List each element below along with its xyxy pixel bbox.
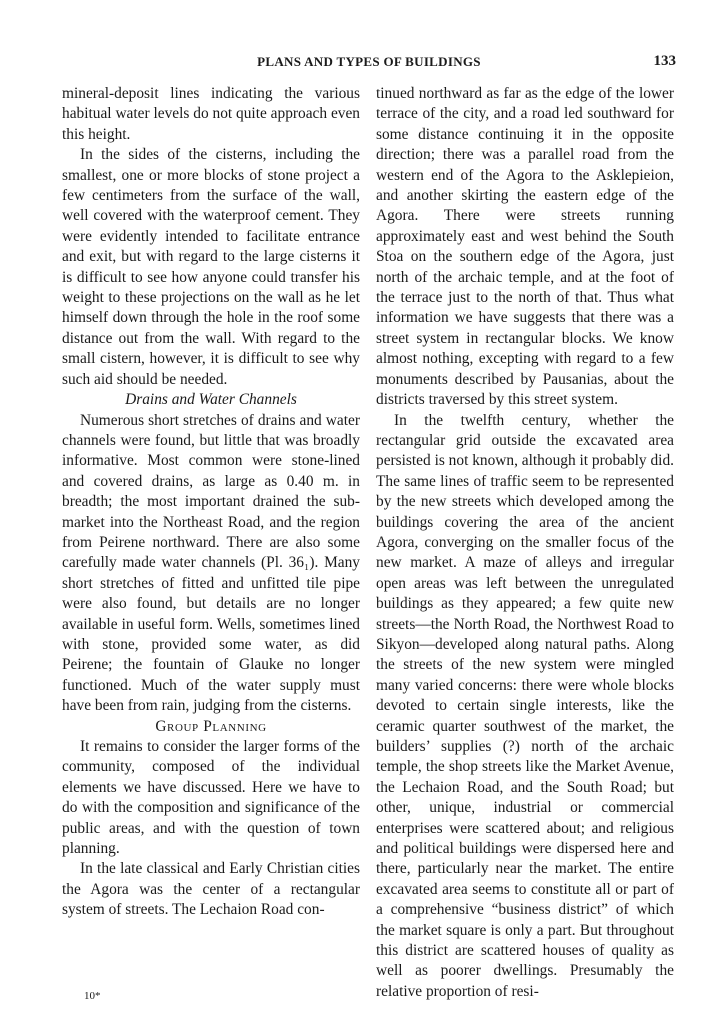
paragraph: It remains to consider the larger forms of the community, composed of the individual elements we have discussed. Here we have to do with the composition and significance of the public areas, and with the question of town planning. (62, 738, 360, 858)
page-number: 133 (653, 53, 676, 69)
section-heading-drains: Drains and Water Channels (125, 391, 297, 409)
section-heading-group-planning: Group Planning (155, 717, 267, 735)
signature-mark: 10* (84, 990, 101, 1002)
right-column (376, 84, 674, 1002)
paragraph: Numerous short stretches of drains and water channels were found, but little that was broadly informative. Most common were stone-lined and covered drains, as large as 0.40 m. in breadth; the most important drained the sub-market into the Northeast Road, and the region from Peirene northward. There are also some carefully made water channels (Pl. 36₁). Many short stretches of fitted and unfitted tile pipe were also found, but details are no longer available in useful form. Wells, sometimes lined with stone, provided some water, as did Peirene; the fountain of Glauke no longer functioned. Much of the water supply must have been from rain, judging from the cisterns. (62, 411, 360, 715)
left-column (62, 84, 360, 921)
paragraph: mineral-deposit lines indicating the various habitual water levels do not quite approach even this height. (62, 85, 360, 143)
paragraph: In the late classical and Early Christian cities the Agora was the center of a rectangular system of streets. The Lechaion Road con- (62, 860, 360, 919)
paragraph: In the twelfth century, whether the rectangular grid outside the excavated area persisted is not known, although it probably did. The same lines of traffic seem to be represented by the new streets which developed among the buildings covering the area of the ancient Agora, converging on the smaller focus of the new market. A maze of alleys and irregular open areas was left between the unregulated buildings as they appeared; a few quite new streets—the North Road, the Northwest Road to Sikyon—developed along natural paths. Along the streets of the new system were mingled many varied concerns: there were whole blocks devoted to certain single interests, like the ceramic quarter southwest of the market, the builders’ supplies (?) north of the archaic temple, the shop streets like the Market Avenue, the Lechaion Road, and the South Road; but other, unique, industrial or commercial enterprises were scattered about; and religious and political buildings were dispersed here and there, particularly near the market. The entire excavated area seems to constitute all or part of a comprehensive “business district” of which the market square is only a part. But throughout this district are scattered houses of quality as well as poorer dwellings. Presumably the relative proportion of resi- (376, 411, 674, 1000)
running-head-title: PLANS AND TYPES OF BUILDINGS (257, 54, 481, 69)
running-head (62, 54, 676, 74)
paragraph: tinued northward as far as the edge of the lower terrace of the city, and a road led southward for some distance continuing it in the opposite direction; there was a parallel road from the western end of the Agora to the Asklepieion, and another skirting the eastern edge of the Agora. There were streets running approximately east and west behind the South Stoa on the southern edge of the Agora, just north of the archaic temple, and at the foot of the terrace just to the north of that. Thus what information we have suggests that there was a street system in rectangular blocks. We know almost nothing, excepting with regard to a few monuments described by Pausanias, about the districts traversed by this street system. (376, 85, 674, 409)
paragraph: In the sides of the cisterns, including the smallest, one or more blocks of stone project a few centimeters from the surface of the wall, well covered with the waterproof cement. They were evidently intended to facilitate entrance and exit, but with regard to the large cisterns it is difficult to see how anyone could transfer his weight to these projections on the wall as he let himself down through the hole in the roof some distance out from the wall. With regard to the small cistern, however, it is difficult to see why such aid should be needed. (62, 146, 360, 388)
